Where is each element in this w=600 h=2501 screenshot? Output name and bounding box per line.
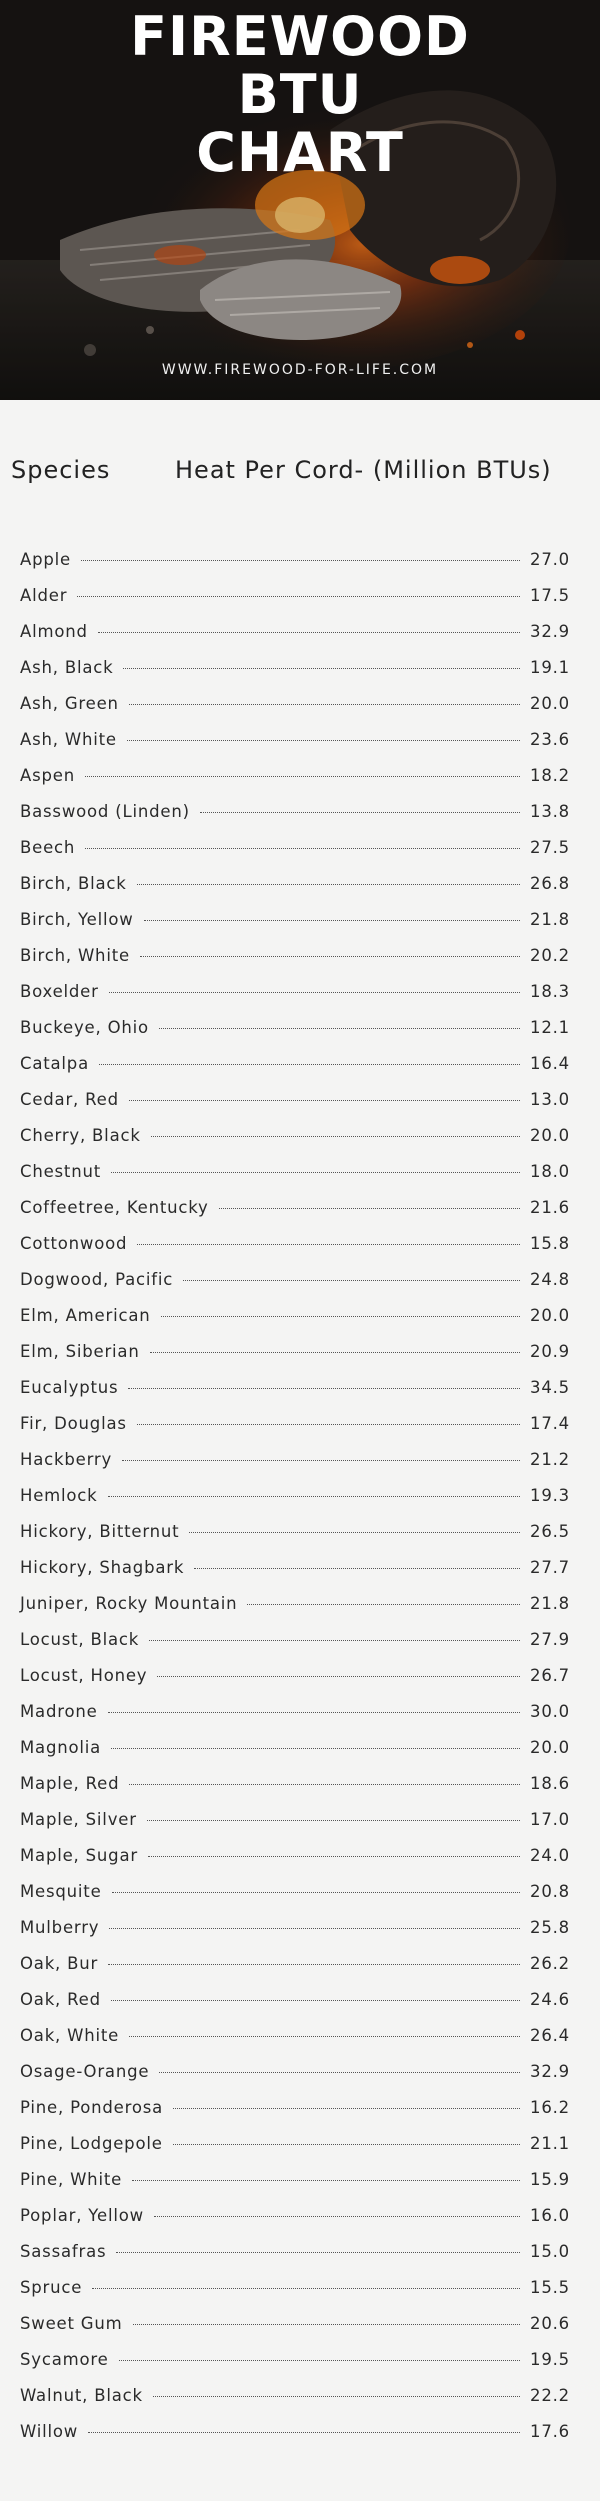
list-item bbox=[20, 1954, 570, 1990]
species-name: Cherry, Black bbox=[20, 1126, 141, 1145]
btu-value: 20.0 bbox=[530, 1306, 570, 1325]
btu-value: 20.2 bbox=[530, 946, 570, 965]
species-name: Walnut, Black bbox=[20, 2386, 143, 2405]
dotted-leader bbox=[148, 1856, 520, 1857]
species-name: Cedar, Red bbox=[20, 1090, 119, 1109]
btu-value: 13.8 bbox=[530, 802, 570, 821]
btu-value: 20.0 bbox=[530, 1738, 570, 1757]
species-name: Dogwood, Pacific bbox=[20, 1270, 174, 1289]
hero-banner bbox=[0, 0, 600, 400]
list-item bbox=[20, 1774, 570, 1810]
btu-value: 34.5 bbox=[530, 1378, 570, 1397]
dotted-leader bbox=[92, 2288, 520, 2289]
dotted-leader bbox=[159, 1028, 520, 1029]
dotted-leader bbox=[137, 1244, 520, 1245]
list-item bbox=[20, 2422, 570, 2458]
species-name: Pine, Ponderosa bbox=[20, 2098, 164, 2117]
species-name: Ash, White bbox=[20, 730, 117, 749]
dotted-leader bbox=[151, 1136, 520, 1137]
btu-value: 30.0 bbox=[530, 1702, 570, 1721]
dotted-leader bbox=[129, 2036, 520, 2037]
species-name: Cottonwood bbox=[20, 1234, 128, 1253]
btu-value: 27.7 bbox=[530, 1558, 570, 1577]
list-item bbox=[20, 910, 570, 946]
btu-value: 18.2 bbox=[530, 766, 570, 785]
species-name: Mesquite bbox=[20, 1882, 102, 1901]
list-item bbox=[20, 2026, 570, 2062]
dotted-leader bbox=[173, 2144, 520, 2145]
dotted-leader bbox=[111, 2000, 520, 2001]
dotted-leader bbox=[140, 956, 520, 957]
btu-value: 18.6 bbox=[530, 1774, 570, 1793]
website-url: WWW.FIREWOOD-FOR-LIFE.COM bbox=[161, 362, 439, 378]
btu-value: 21.8 bbox=[530, 1594, 570, 1613]
dotted-leader bbox=[129, 1784, 520, 1785]
dotted-leader bbox=[247, 1604, 520, 1605]
list-item bbox=[20, 2242, 570, 2278]
species-name: Sweet Gum bbox=[20, 2314, 123, 2333]
species-name: Maple, Sugar bbox=[20, 1846, 138, 1865]
dotted-leader bbox=[129, 704, 520, 705]
list-item bbox=[20, 1522, 570, 1558]
list-item bbox=[20, 1918, 570, 1954]
species-name: Pine, Lodgepole bbox=[20, 2134, 163, 2153]
hero-title bbox=[0, 5, 600, 184]
btu-value: 21.8 bbox=[530, 910, 570, 929]
list-item bbox=[20, 1702, 570, 1738]
btu-value: 15.0 bbox=[530, 2242, 570, 2261]
btu-value: 26.8 bbox=[530, 874, 570, 893]
list-item bbox=[20, 586, 570, 622]
dotted-leader bbox=[88, 2432, 520, 2433]
btu-value: 26.7 bbox=[530, 1666, 570, 1685]
list-item bbox=[20, 1558, 570, 1594]
dotted-leader bbox=[108, 1496, 521, 1497]
dotted-leader bbox=[85, 776, 520, 777]
dotted-leader bbox=[81, 560, 520, 561]
btu-value: 25.8 bbox=[530, 1918, 570, 1937]
species-name: Madrone bbox=[20, 1702, 98, 1721]
list-item bbox=[20, 1630, 570, 1666]
list-item bbox=[20, 730, 570, 766]
btu-value: 26.2 bbox=[530, 1954, 570, 1973]
dotted-leader bbox=[109, 992, 520, 993]
btu-value: 17.4 bbox=[530, 1414, 570, 1433]
species-name: Hickory, Shagbark bbox=[20, 1558, 185, 1577]
btu-value: 21.6 bbox=[530, 1198, 570, 1217]
species-name: Poplar, Yellow bbox=[20, 2206, 144, 2225]
species-name: Alder bbox=[20, 586, 68, 605]
species-name: Ash, Green bbox=[20, 694, 119, 713]
species-name: Boxelder bbox=[20, 982, 99, 1001]
list-item bbox=[20, 694, 570, 730]
btu-value: 22.2 bbox=[530, 2386, 570, 2405]
species-name: Pine, White bbox=[20, 2170, 123, 2189]
list-item bbox=[20, 1846, 570, 1882]
species-name: Elm, American bbox=[20, 1306, 151, 1325]
species-name: Juniper, Rocky Mountain bbox=[20, 1594, 238, 1613]
btu-value: 26.5 bbox=[530, 1522, 570, 1541]
btu-list bbox=[20, 550, 570, 2458]
list-item bbox=[20, 1378, 570, 1414]
dotted-leader bbox=[147, 1820, 520, 1821]
list-item bbox=[20, 2134, 570, 2170]
list-item bbox=[20, 1054, 570, 1090]
hero-title-line: BTU bbox=[237, 63, 363, 126]
species-name: Beech bbox=[20, 838, 76, 857]
btu-value: 17.0 bbox=[530, 1810, 570, 1829]
species-name: Sassafras bbox=[20, 2242, 107, 2261]
list-item bbox=[20, 838, 570, 874]
btu-value: 19.5 bbox=[530, 2350, 570, 2369]
list-item bbox=[20, 874, 570, 910]
dotted-leader bbox=[127, 740, 520, 741]
dotted-leader bbox=[194, 1568, 520, 1569]
btu-value: 12.1 bbox=[530, 1018, 570, 1037]
dotted-leader bbox=[132, 2180, 520, 2181]
list-item bbox=[20, 1090, 570, 1126]
dotted-leader bbox=[128, 1388, 520, 1389]
btu-value: 15.8 bbox=[530, 1234, 570, 1253]
btu-value: 20.8 bbox=[530, 1882, 570, 1901]
list-item bbox=[20, 946, 570, 982]
heat-per-cord-header: Heat Per Cord- (Million BTUs) bbox=[175, 456, 552, 484]
column-headers bbox=[0, 456, 600, 496]
list-item bbox=[20, 550, 570, 586]
species-name: Catalpa bbox=[20, 1054, 89, 1073]
btu-value: 19.3 bbox=[530, 1486, 570, 1505]
dotted-leader bbox=[137, 1424, 520, 1425]
species-name: Chestnut bbox=[20, 1162, 101, 1181]
btu-value: 13.0 bbox=[530, 1090, 570, 1109]
species-name: Spruce bbox=[20, 2278, 83, 2297]
btu-value: 20.0 bbox=[530, 694, 570, 713]
species-name: Basswood (Linden) bbox=[20, 802, 190, 821]
list-item bbox=[20, 1990, 570, 2026]
dotted-leader bbox=[99, 1064, 520, 1065]
btu-value: 24.8 bbox=[530, 1270, 570, 1289]
dotted-leader bbox=[153, 2396, 520, 2397]
btu-value: 16.0 bbox=[530, 2206, 570, 2225]
species-name: Maple, Silver bbox=[20, 1810, 137, 1829]
btu-value: 26.4 bbox=[530, 2026, 570, 2045]
species-name: Ash, Black bbox=[20, 658, 114, 677]
btu-value: 20.6 bbox=[530, 2314, 570, 2333]
species-name: Oak, White bbox=[20, 2026, 120, 2045]
species-name: Mulberry bbox=[20, 1918, 100, 1937]
list-item bbox=[20, 2350, 570, 2386]
species-name: Birch, White bbox=[20, 946, 130, 965]
species-name: Oak, Red bbox=[20, 1990, 101, 2009]
btu-value: 27.9 bbox=[530, 1630, 570, 1649]
list-item bbox=[20, 2170, 570, 2206]
list-item bbox=[20, 1594, 570, 1630]
hero-title-line: FIREWOOD bbox=[130, 5, 470, 68]
list-item bbox=[20, 1018, 570, 1054]
list-item bbox=[20, 1450, 570, 1486]
list-item bbox=[20, 802, 570, 838]
species-name: Coffeetree, Kentucky bbox=[20, 1198, 209, 1217]
dotted-leader bbox=[129, 1100, 520, 1101]
species-name: Locust, Black bbox=[20, 1630, 140, 1649]
list-item bbox=[20, 1414, 570, 1450]
btu-value: 16.2 bbox=[530, 2098, 570, 2117]
btu-value: 20.0 bbox=[530, 1126, 570, 1145]
list-item bbox=[20, 1882, 570, 1918]
btu-value: 15.5 bbox=[530, 2278, 570, 2297]
list-item bbox=[20, 2314, 570, 2350]
btu-value: 32.9 bbox=[530, 622, 570, 641]
species-name: Almond bbox=[20, 622, 88, 641]
dotted-leader bbox=[173, 2108, 520, 2109]
btu-value: 15.9 bbox=[530, 2170, 570, 2189]
list-item bbox=[20, 1486, 570, 1522]
species-name: Sycamore bbox=[20, 2350, 109, 2369]
species-name: Osage-Orange bbox=[20, 2062, 150, 2081]
dotted-leader bbox=[189, 1532, 520, 1533]
species-name: Birch, Yellow bbox=[20, 910, 134, 929]
list-item bbox=[20, 1342, 570, 1378]
species-name: Aspen bbox=[20, 766, 75, 785]
dotted-leader bbox=[157, 1676, 520, 1677]
dotted-leader bbox=[123, 668, 520, 669]
species-name: Eucalyptus bbox=[20, 1378, 119, 1397]
list-item bbox=[20, 2098, 570, 2134]
btu-value: 18.0 bbox=[530, 1162, 570, 1181]
dotted-leader bbox=[111, 1748, 520, 1749]
list-item bbox=[20, 1198, 570, 1234]
dotted-leader bbox=[149, 1640, 520, 1641]
btu-value: 21.1 bbox=[530, 2134, 570, 2153]
list-item bbox=[20, 2206, 570, 2242]
btu-value: 16.4 bbox=[530, 1054, 570, 1073]
btu-value: 19.1 bbox=[530, 658, 570, 677]
hero-title-line: CHART bbox=[196, 121, 404, 184]
species-name: Oak, Bur bbox=[20, 1954, 99, 1973]
dotted-leader bbox=[144, 920, 521, 921]
dotted-leader bbox=[219, 1208, 520, 1209]
btu-value: 32.9 bbox=[530, 2062, 570, 2081]
dotted-leader bbox=[77, 596, 520, 597]
species-name: Hackberry bbox=[20, 1450, 113, 1469]
btu-value: 24.0 bbox=[530, 1846, 570, 1865]
species-name: Hickory, Bitternut bbox=[20, 1522, 180, 1541]
list-item bbox=[20, 766, 570, 802]
dotted-leader bbox=[109, 1928, 520, 1929]
dotted-leader bbox=[108, 1964, 520, 1965]
list-item bbox=[20, 1306, 570, 1342]
btu-value: 24.6 bbox=[530, 1990, 570, 2009]
species-name: Fir, Douglas bbox=[20, 1414, 127, 1433]
btu-value: 17.6 bbox=[530, 2422, 570, 2441]
list-item bbox=[20, 1810, 570, 1846]
dotted-leader bbox=[111, 1172, 520, 1173]
species-name: Maple, Red bbox=[20, 1774, 120, 1793]
list-item bbox=[20, 1666, 570, 1702]
dotted-leader bbox=[183, 1280, 520, 1281]
dotted-leader bbox=[119, 2360, 520, 2361]
species-name: Apple bbox=[20, 550, 71, 569]
list-item bbox=[20, 658, 570, 694]
dotted-leader bbox=[159, 2072, 520, 2073]
btu-value: 23.6 bbox=[530, 730, 570, 749]
btu-value: 18.3 bbox=[530, 982, 570, 1001]
list-item bbox=[20, 2062, 570, 2098]
species-name: Buckeye, Ohio bbox=[20, 1018, 149, 1037]
dotted-leader bbox=[133, 2324, 521, 2325]
species-name: Willow bbox=[20, 2422, 79, 2441]
btu-value: 27.0 bbox=[530, 550, 570, 569]
species-name: Elm, Siberian bbox=[20, 1342, 140, 1361]
list-item bbox=[20, 1162, 570, 1198]
dotted-leader bbox=[137, 884, 520, 885]
list-item bbox=[20, 1270, 570, 1306]
btu-value: 27.5 bbox=[530, 838, 570, 857]
dotted-leader bbox=[98, 632, 520, 633]
dotted-leader bbox=[108, 1712, 521, 1713]
species-name: Locust, Honey bbox=[20, 1666, 148, 1685]
dotted-leader bbox=[122, 1460, 520, 1461]
dotted-leader bbox=[161, 1316, 521, 1317]
btu-value: 20.9 bbox=[530, 1342, 570, 1361]
btu-value: 21.2 bbox=[530, 1450, 570, 1469]
species-name: Birch, Black bbox=[20, 874, 127, 893]
species-header: Species bbox=[11, 456, 111, 484]
dotted-leader bbox=[200, 812, 520, 813]
dotted-leader bbox=[112, 1892, 521, 1893]
species-name: Magnolia bbox=[20, 1738, 102, 1757]
list-item bbox=[20, 1126, 570, 1162]
list-item bbox=[20, 1738, 570, 1774]
species-name: Hemlock bbox=[20, 1486, 98, 1505]
list-item bbox=[20, 982, 570, 1018]
list-item bbox=[20, 622, 570, 658]
dotted-leader bbox=[85, 848, 520, 849]
btu-value: 17.5 bbox=[530, 586, 570, 605]
dotted-leader bbox=[116, 2252, 520, 2253]
dotted-leader bbox=[154, 2216, 520, 2217]
list-item bbox=[20, 1234, 570, 1270]
list-item bbox=[20, 2386, 570, 2422]
dotted-leader bbox=[150, 1352, 520, 1353]
list-item bbox=[20, 2278, 570, 2314]
